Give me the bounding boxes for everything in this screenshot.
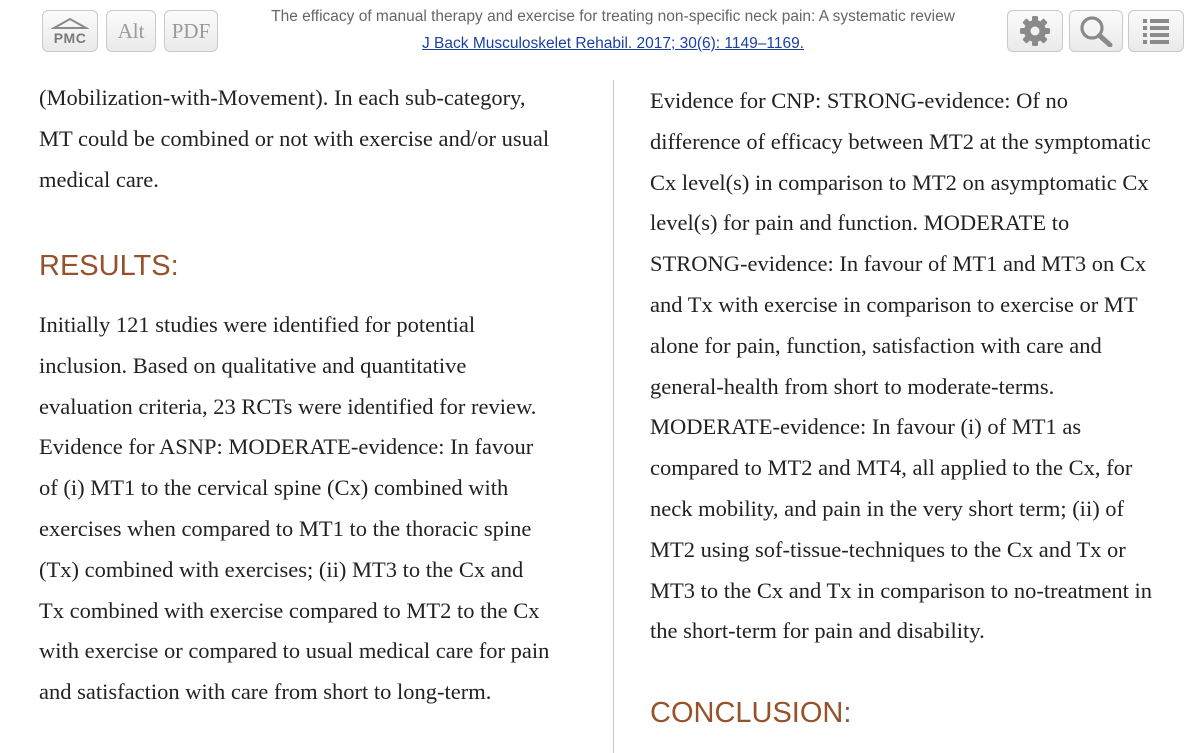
- right-line: and Tx with exercise in comparison to exercise or MT: [650, 291, 1138, 317]
- right-line: Evidence for CNP: STRONG-evidence: Of no: [650, 88, 1069, 113]
- right-line: compared to MT2 and MT4, all applied to the Cx, for: [650, 455, 1133, 481]
- right-line: STRONG-evidence: In favour of MT1 and MT3 on Cx: [650, 251, 1147, 277]
- results-line: exercises when compared to MT1 to the thoracic spine: [39, 515, 532, 541]
- right-line: MODERATE-evidence: In favour (i) of MT1 as: [650, 414, 1082, 440]
- right-line: neck mobility, and pain in the very short term; (ii) of: [650, 495, 1125, 521]
- intro-line: (Mobilization-with-Movement). In each sub-category,: [39, 85, 526, 110]
- right-line: difference of efficacy between MT2 at the symptomatic: [650, 128, 1151, 154]
- search-button[interactable]: [1069, 10, 1123, 52]
- conclusion-heading: CONCLUSION:: [650, 697, 852, 729]
- right-line: Cx level(s) in comparison to MT2 on asymptomatic Cx: [650, 169, 1149, 195]
- gear-icon: [1019, 15, 1051, 47]
- results-line: evaluation criteria, 23 RCTs were identified for review.: [39, 393, 537, 419]
- results-heading: RESULTS:: [39, 250, 179, 282]
- results-text: [39, 305, 599, 713]
- alt-button[interactable]: [106, 10, 156, 52]
- results-line: (Tx) combined with exercises; (ii) MT3 to the Cx and: [39, 556, 524, 582]
- intro-line: medical care.: [39, 166, 159, 192]
- right-line: the short-term for pain and disability.: [650, 618, 985, 644]
- results-line: and satisfaction with care from short to long-term.: [39, 679, 492, 705]
- right-line: general-health from short to moderate-terms.: [650, 373, 1055, 399]
- pdf-label: PDF: [171, 18, 211, 43]
- left-column: [39, 78, 599, 200]
- toolbar: [0, 0, 1200, 64]
- pdf-button[interactable]: [164, 10, 218, 52]
- results-line: inclusion. Based on qualitative and quantitative: [39, 352, 467, 378]
- results-line: of (i) MT1 to the cervical spine (Cx) combined with: [39, 475, 509, 501]
- pmc-building-icon: [51, 17, 89, 29]
- article-title: The efficacy of manual therapy and exercise for treating non-specific neck pain: A systematic review: [271, 8, 955, 25]
- results-line: Initially 121 studies were identified for potential: [39, 312, 476, 337]
- right-line: level(s) for pain and function. MODERATE to: [650, 210, 1070, 236]
- results-line: with exercise or compared to usual medical care for pain: [39, 638, 550, 664]
- settings-button[interactable]: [1007, 10, 1063, 52]
- results-line: Evidence for ASNP: MODERATE-evidence: In favour: [39, 434, 534, 460]
- right-line: MT2 using sof-tissue-techniques to the Cx and Tx or: [650, 536, 1126, 562]
- right-line: alone for pain, function, satisfaction with care and: [650, 332, 1102, 358]
- list-menu-icon: [1141, 16, 1171, 46]
- menu-button[interactable]: [1128, 10, 1184, 52]
- right-column: [650, 81, 1190, 652]
- results-line: Tx combined with exercise compared to MT2 to the Cx: [39, 597, 540, 623]
- search-icon: [1079, 15, 1113, 47]
- intro-line: MT could be combined or not with exercise and/or usual: [39, 125, 550, 151]
- journal-citation-link[interactable]: J Back Musculoskelet Rehabil. 2017; 30(6): 1149–1169.: [422, 35, 804, 52]
- pmc-label: PMC: [53, 29, 87, 46]
- pmc-home-button[interactable]: [42, 10, 98, 52]
- right-line: MT3 to the Cx and Tx in comparison to no-treatment in: [650, 577, 1152, 603]
- alt-label: Alt: [117, 18, 145, 43]
- column-divider: [613, 80, 614, 753]
